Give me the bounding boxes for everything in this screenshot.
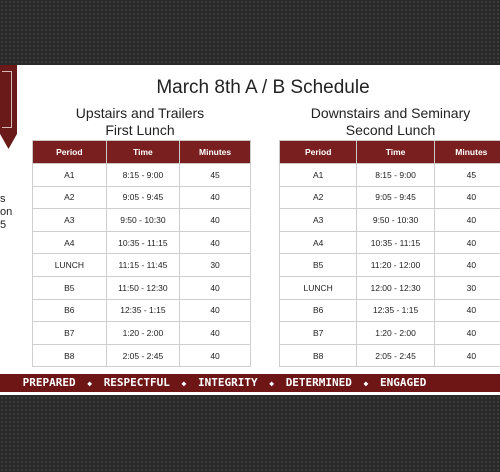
time-cell: 9:05 - 9:45 (357, 186, 434, 209)
time-cell: 2:05 - 2:45 (357, 344, 434, 367)
period-cell: A1 (33, 164, 107, 187)
side-text-line: s (0, 193, 6, 205)
table-row (280, 186, 500, 209)
table-row (33, 186, 251, 209)
table-header-row (33, 141, 251, 164)
left-heading-line2: First Lunch (105, 122, 175, 138)
table-row (33, 276, 251, 299)
minutes-cell: 40 (180, 209, 251, 232)
table-row (280, 231, 500, 254)
values-banner (0, 374, 500, 392)
minutes-cell: 40 (434, 322, 500, 345)
table-row (280, 276, 500, 299)
period-cell: LUNCH (280, 276, 357, 299)
period-cell: A2 (280, 186, 357, 209)
table-row (280, 344, 500, 367)
time-cell: 9:50 - 10:30 (106, 209, 179, 232)
column-header-period: Period (280, 141, 357, 164)
table-row (33, 254, 251, 277)
minutes-cell: 45 (180, 164, 251, 187)
column-header-time: Time (106, 141, 179, 164)
minutes-cell: 40 (180, 231, 251, 254)
table-row (280, 209, 500, 232)
table-row (280, 299, 500, 322)
table-row (280, 164, 500, 187)
period-cell: B7 (280, 322, 357, 345)
time-cell: 11:50 - 12:30 (106, 276, 179, 299)
time-cell: 12:35 - 1:15 (106, 299, 179, 322)
time-cell: 12:35 - 1:15 (357, 299, 434, 322)
column-header-time: Time (357, 141, 434, 164)
banner-word: DETERMINED (285, 376, 352, 389)
time-cell: 12:00 - 12:30 (357, 276, 434, 299)
period-cell: A3 (280, 209, 357, 232)
period-cell: A3 (33, 209, 107, 232)
table-row (33, 209, 251, 232)
time-cell: 11:20 - 12:00 (357, 254, 434, 277)
period-cell: B8 (33, 344, 107, 367)
minutes-cell: 40 (180, 186, 251, 209)
minutes-cell: 45 (434, 164, 500, 187)
time-cell: 10:35 - 11:15 (106, 231, 179, 254)
diamond-icon: ◆ (363, 379, 369, 388)
minutes-cell: 40 (434, 344, 500, 367)
minutes-cell: 40 (434, 231, 500, 254)
time-cell: 1:20 - 2:00 (106, 322, 179, 345)
right-heading-line2: Second Lunch (345, 122, 436, 138)
schedule-slide (0, 65, 500, 395)
time-cell: 10:35 - 11:15 (357, 231, 434, 254)
minutes-cell: 40 (180, 276, 251, 299)
period-cell: B7 (33, 322, 107, 345)
column-header-minutes: Minutes (180, 141, 251, 164)
table-row (33, 164, 251, 187)
time-cell: 8:15 - 9:00 (106, 164, 179, 187)
time-cell: 1:20 - 2:00 (357, 322, 434, 345)
side-text (0, 193, 12, 232)
first-lunch-table (32, 140, 251, 367)
second-lunch-table (279, 140, 500, 367)
table-row (33, 299, 251, 322)
minutes-cell: 40 (180, 322, 251, 345)
table-row (33, 322, 251, 345)
left-heading (32, 105, 248, 139)
minutes-cell: 40 (434, 186, 500, 209)
minutes-cell: 40 (180, 299, 251, 322)
table-row (280, 322, 500, 345)
period-cell: B5 (33, 276, 107, 299)
period-cell: B6 (33, 299, 107, 322)
minutes-cell: 40 (434, 254, 500, 277)
table-header-row (280, 141, 500, 164)
right-heading (281, 105, 500, 139)
period-cell: B6 (280, 299, 357, 322)
minutes-cell: 40 (434, 209, 500, 232)
time-cell: 2:05 - 2:45 (106, 344, 179, 367)
period-cell: A2 (33, 186, 107, 209)
banner-word: ENGAGED (380, 376, 427, 389)
table-row (280, 254, 500, 277)
banner-word: INTEGRITY (198, 376, 258, 389)
period-cell: A4 (280, 231, 357, 254)
time-cell: 9:05 - 9:45 (106, 186, 179, 209)
banner-word: RESPECTFUL (103, 376, 170, 389)
diamond-icon: ◆ (181, 379, 187, 388)
diamond-icon: ◆ (269, 379, 275, 388)
crest-border (2, 71, 12, 128)
period-cell: A1 (280, 164, 357, 187)
table-row (33, 231, 251, 254)
school-crest-icon (0, 65, 17, 149)
minutes-cell: 40 (434, 299, 500, 322)
period-cell: A4 (33, 231, 107, 254)
side-text-line: 5 (0, 219, 7, 231)
minutes-cell: 30 (434, 276, 500, 299)
column-header-minutes: Minutes (434, 141, 500, 164)
time-cell: 9:50 - 10:30 (357, 209, 434, 232)
diamond-icon: ◆ (87, 379, 93, 388)
side-text-line: on (0, 206, 13, 218)
time-cell: 11:15 - 11:45 (106, 254, 179, 277)
time-cell: 8:15 - 9:00 (357, 164, 434, 187)
page-title: March 8th A / B Schedule (156, 77, 370, 98)
left-heading-line1: Upstairs and Trailers (75, 105, 205, 121)
banner-word: PREPARED (22, 376, 76, 389)
period-cell: B8 (280, 344, 357, 367)
minutes-cell: 30 (180, 254, 251, 277)
right-heading-line1: Downstairs and Seminary (310, 105, 471, 121)
table-row (33, 344, 251, 367)
minutes-cell: 40 (180, 344, 251, 367)
period-cell: LUNCH (33, 254, 107, 277)
period-cell: B5 (280, 254, 357, 277)
column-header-period: Period (33, 141, 107, 164)
